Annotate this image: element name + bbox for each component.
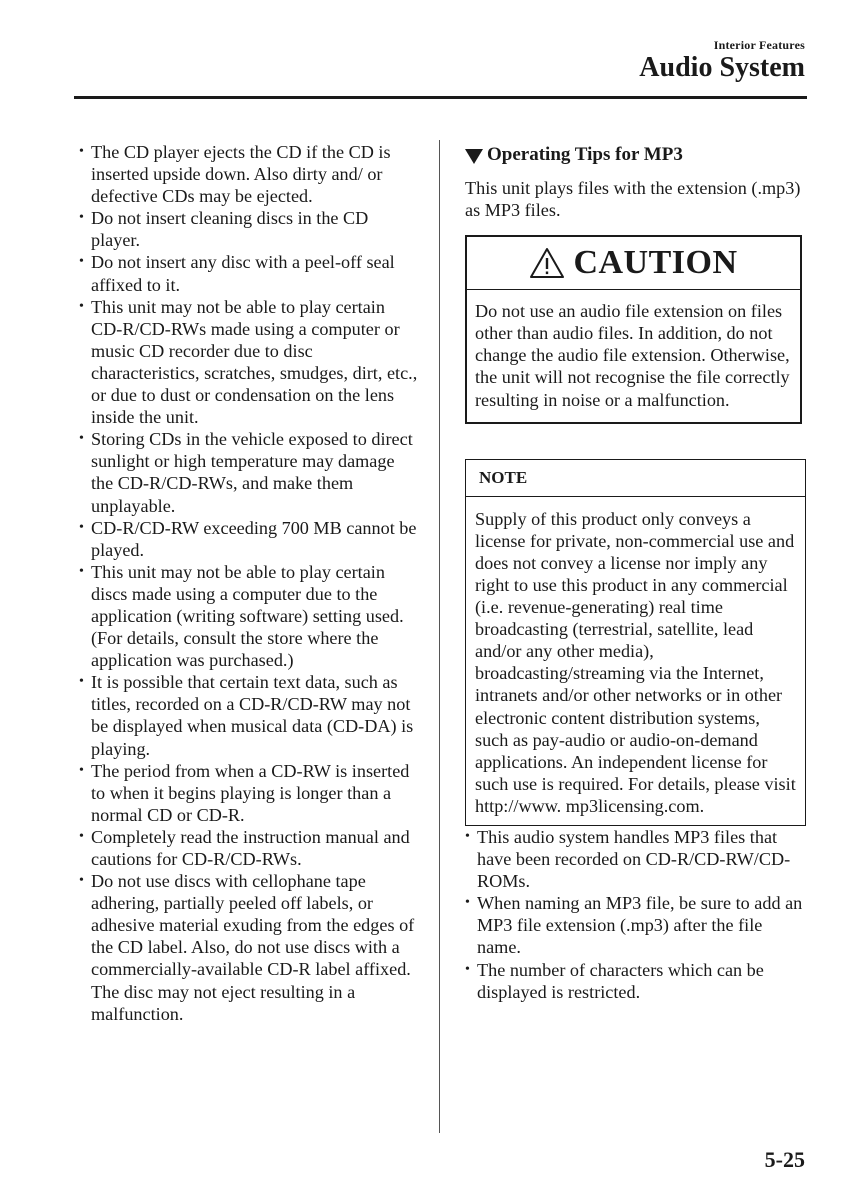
section-heading-text: Operating Tips for MP3 (487, 144, 683, 165)
list-item: • Do not use discs with cellophane tape adhering, partially peeled off labels, or adhesive material exuding from the edges of the CD label. Also, do not use discs with a commercially-available CD-R label affixed. The disc may not eject resulting in a malfunction. (79, 870, 419, 1025)
left-bullet-list (79, 141, 419, 1025)
list-item: • Do not insert any disc with a peel-off seal affixed to it. (79, 251, 419, 295)
page-number: 5-25 (764, 1147, 805, 1172)
column-divider (439, 140, 440, 1133)
caution-header (467, 237, 800, 290)
section-label: Interior Features (713, 38, 805, 52)
list-item: • It is possible that certain text data, such as titles, recorded on a CD-R/CD-RW may not be displayed when musical data (CD-DA) is playing. (79, 671, 419, 759)
list-item: • The number of characters which can be displayed is restricted. (465, 959, 807, 1003)
list-item: • This audio system handles MP3 files that have been recorded on CD-R/CD-RW/CD-ROMs. (465, 826, 807, 892)
right-column (465, 141, 807, 1003)
list-item: • When naming an MP3 file, be sure to add an MP3 file extension (.mp3) after the file name. (465, 892, 807, 958)
section-heading (465, 143, 807, 167)
list-item: • Do not insert cleaning discs in the CD player. (79, 207, 419, 251)
header-rule (74, 96, 807, 99)
warning-icon (529, 247, 565, 279)
triangle-down-icon (465, 149, 483, 164)
intro-paragraph: This unit plays files with the extension (.mp3) as MP3 files. (465, 178, 801, 221)
list-item: • This unit may not be able to play certain CD-R/CD-RWs made using a computer or music CD recorder due to disc characteristics, scratches, smudges, dirt, etc., or due to dust or condensation on the lens inside the unit. (79, 296, 419, 429)
caution-box (465, 235, 802, 423)
left-column (79, 141, 419, 1025)
right-bullet-list (465, 826, 807, 1003)
list-item: • The CD player ejects the CD if the CD is inserted upside down. Also dirty and/ or defective CDs may be ejected. (79, 141, 419, 207)
caution-title: CAUTION (573, 244, 738, 282)
list-item: • Storing CDs in the vehicle exposed to direct sunlight or high temperature may damage the CD-R/CD-RWs, and make them unplayable. (79, 428, 419, 516)
page-title: Audio System (639, 52, 805, 83)
list-item: • This unit may not be able to play certain discs made using a computer due to the application (writing software) setting used. (For details, consult the store where the application was purchased.) (79, 561, 419, 671)
list-item: • The period from when a CD-RW is inserted to when it begins playing is longer than a normal CD or CD-R. (79, 760, 419, 826)
list-item: • CD-R/CD-RW exceeding 700 MB cannot be played. (79, 517, 419, 561)
note-header: NOTE (466, 460, 805, 497)
caution-body: Do not use an audio file extension on files other than audio files. In addition, do not change the audio file extension. Otherwise, the unit will not recognise the file correctly resulting in noise or a malfunction. (475, 301, 790, 410)
note-body: Supply of this product only conveys a license for private, non-commercial use and does not convey a license nor imply any right to use this product in any commercial (i.e. revenue-generating) real time broadcasting (terrestrial, satellite, lead and/or any other media), broadcasting/streaming via the Internet, intranets and/or other networks or in other electronic content distribution systems, such as pay-audio or audio-on-demand applications. An independent license for such use is required. For details, please visit http://www. mp3licensing.com. (475, 508, 796, 816)
note-box (465, 459, 806, 826)
list-item: • Completely read the instruction manual and cautions for CD-R/CD-RWs. (79, 826, 419, 870)
